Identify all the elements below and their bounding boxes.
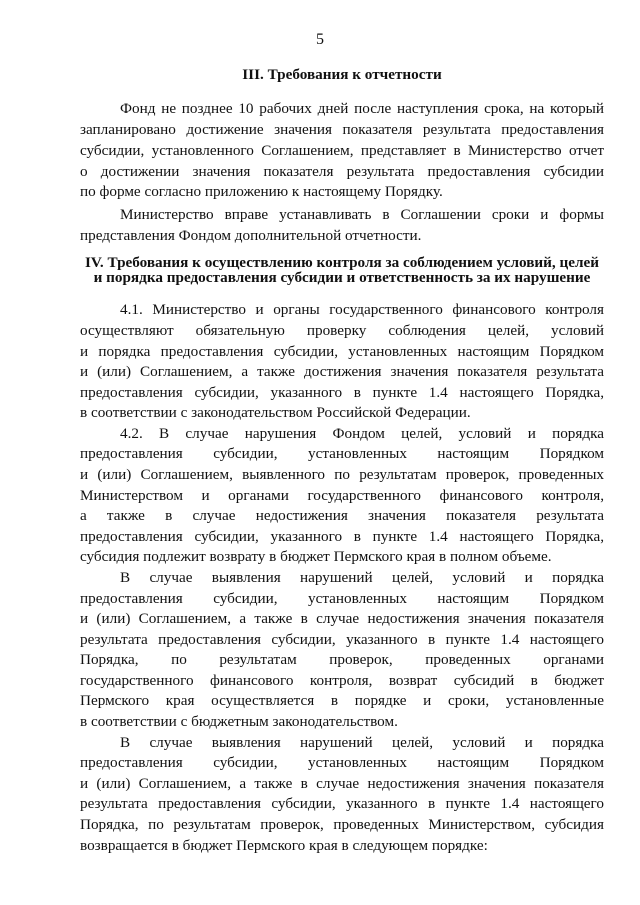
s4-line-2: осуществляют обязательную проверку соблюдения целей, условий: [80, 322, 604, 339]
s4-line-26: Порядка, по результатам проверок, проведенных Министерством, субсидия: [80, 816, 604, 833]
s4-line-9: и (или) Соглашением, выявленного по результатам проверок, проведенных: [80, 466, 604, 483]
s4-line-16: и (или) Соглашением, а также в случае недостижения значения показателя: [80, 610, 604, 627]
s3-line-5: по форме согласно приложению к настоящему Порядку.: [80, 183, 443, 200]
s4-line-27: возвращается в бюджет Пермского края в следующем порядке:: [80, 837, 488, 854]
s3-line-2: запланировано достижение значения показателя результата предоставления: [80, 121, 604, 138]
s4-line-21: в соответствии с бюджетным законодательством.: [80, 713, 398, 730]
section-3-heading: III. Требования к отчетности: [242, 66, 442, 83]
s4-line-1: 4.1. Министерство и органы государственного финансового контроля: [120, 301, 604, 318]
s4-line-14: В случае выявления нарушений целей, условий и порядка: [120, 569, 604, 586]
s4-line-22: В случае выявления нарушений целей, условий и порядка: [120, 734, 604, 751]
s4-line-25: результата предоставления субсидии, указанного в пункте 1.4 настоящего: [80, 795, 604, 812]
s4-line-13: субсидия подлежит возврату в бюджет Пермского края в полном объеме.: [80, 548, 552, 565]
s4-line-18: Порядка, по результатам проверок, проведенных органами: [80, 651, 604, 668]
s4-line-24: и (или) Соглашением, а также в случае недостижения значения показателя: [80, 775, 604, 792]
s4-line-11: а также в случае недостижения значения показателя результата: [80, 507, 604, 524]
s3-line-7: представления Фондом дополнительной отчетности.: [80, 227, 422, 244]
section-4-heading-line-1: IV. Требования к осуществлению контроля за соблюдением условий, целей: [85, 254, 599, 271]
s4-line-15: предоставления субсидии, установленных настоящим Порядком: [80, 590, 604, 607]
s4-line-8: предоставления субсидии, установленных настоящим Порядком: [80, 445, 604, 462]
s3-line-3: субсидии, установленного Соглашением, представляет в Министерство отчет: [80, 142, 604, 159]
s4-line-3: и порядка предоставления субсидии, установленных настоящим Порядком: [80, 343, 604, 360]
s4-line-12: предоставления субсидии, указанного в пункте 1.4 настоящего Порядка,: [80, 528, 604, 545]
s4-line-10: Министерством и органами государственного финансового контроля,: [80, 487, 604, 504]
page-number: 5: [316, 31, 324, 48]
s4-line-6: в соответствии с законодательством Российской Федерации.: [80, 404, 471, 421]
s3-line-6: Министерство вправе устанавливать в Соглашении сроки и формы: [120, 206, 604, 223]
s4-line-19: государственного финансового контроля, возврат субсидий в бюджет: [80, 672, 604, 689]
s4-line-4: и (или) Соглашением, а также достижения значения показателя результата: [80, 363, 604, 380]
s3-line-4: о достижении значения показателя результата предоставления субсидии: [80, 163, 604, 180]
s4-line-23: предоставления субсидии, установленных настоящим Порядком: [80, 754, 604, 771]
s4-line-20: Пермского края осуществляется в порядке и сроки, установленные: [80, 692, 604, 709]
s4-line-17: результата предоставления субсидии, указанного в пункте 1.4 настоящего: [80, 631, 604, 648]
s4-line-7: 4.2. В случае нарушения Фондом целей, условий и порядка: [120, 425, 604, 442]
section-4-heading-line-2: и порядка предоставления субсидии и ответственность за их нарушение: [93, 269, 591, 286]
s3-line-1: Фонд не позднее 10 рабочих дней после наступления срока, на который: [120, 100, 604, 117]
s4-line-5: предоставления субсидии, указанного в пункте 1.4 настоящего Порядка,: [80, 384, 604, 401]
